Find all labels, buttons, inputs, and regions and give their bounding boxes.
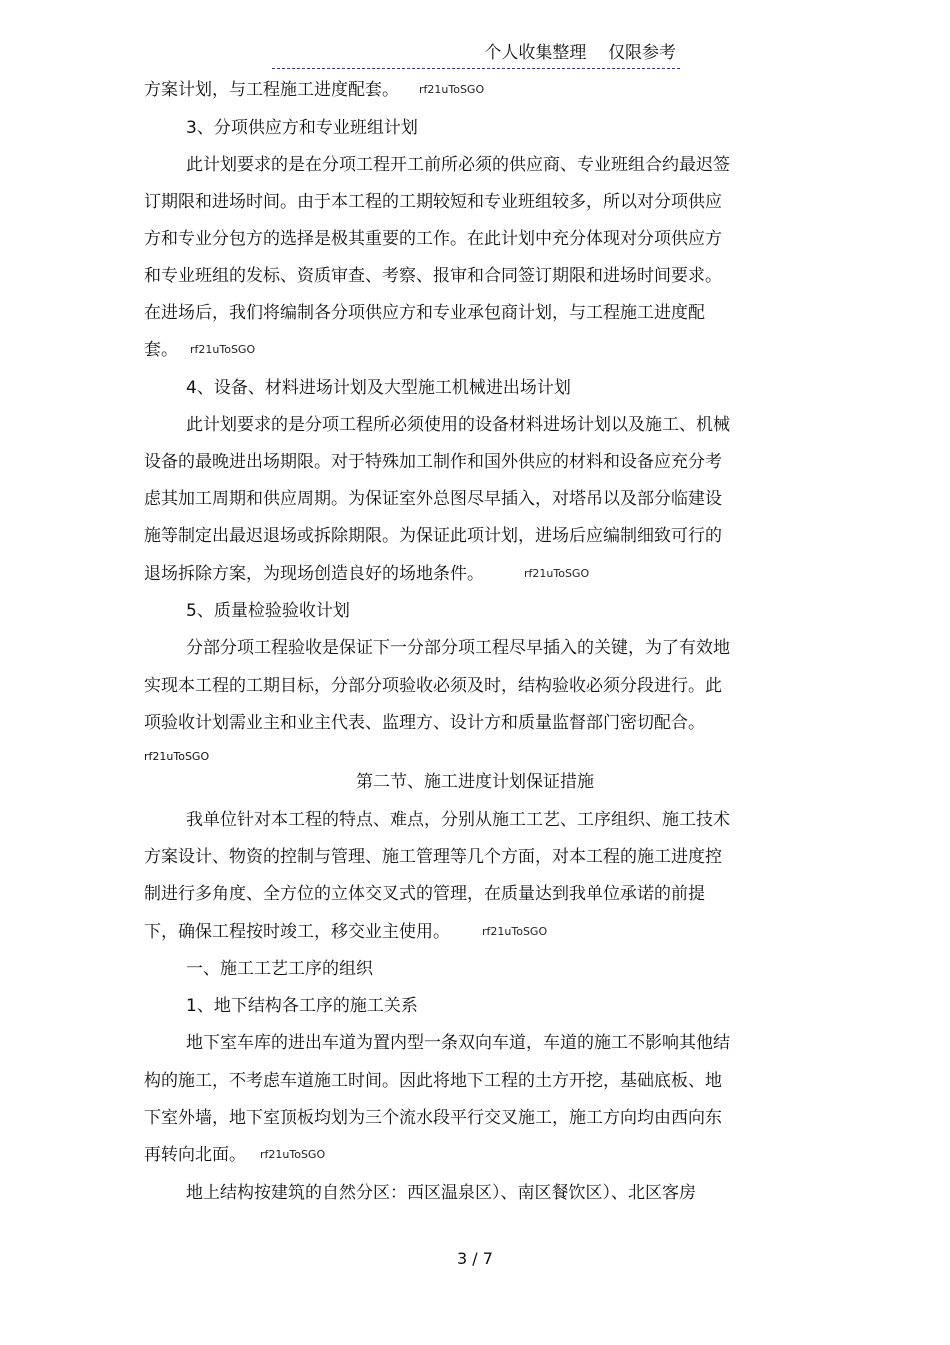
paragraph-line: 在进场后，我们将编制各分项供应方和专业承包商计划，与工程施工进度配 xyxy=(144,303,705,323)
paragraph-line: 再转向北面。 rf21uToSGO xyxy=(144,1145,326,1165)
paragraph-line: 制进行多角度、全方位的立体交叉式的管理，在质量达到我单位承诺的前提 xyxy=(144,884,705,904)
paragraph-line: 地下室车库的进出车道为置内型一条双向车道，车道的施工不影响其他结 xyxy=(186,1033,730,1053)
paragraph-line: 订期限和进场时间。由于本工程的工期较短和专业班组较多，所以对分项供应 xyxy=(144,192,722,212)
header-text: 个人收集整理 仅限参考 xyxy=(484,43,676,63)
paragraph-line: 此计划要求的是分项工程所必须使用的设备材料进场计划以及施工、机械 xyxy=(186,415,730,435)
doc-tag: rf21uToSGO xyxy=(260,1148,326,1161)
paragraph-line: 下室外墙，地下室顶板均划为三个流水段平行交叉施工，施工方向均由西向东 xyxy=(144,1108,722,1128)
paragraph-line: 套。 rf21uToSGO xyxy=(144,340,256,360)
paragraph-line: 退场拆除方案，为现场创造良好的场地条件。 rf21uToSGO xyxy=(144,564,590,584)
paragraph-line: 分部分项工程验收是保证下一分部分项工程尽早插入的关键，为了有效地 xyxy=(186,638,730,658)
subsection-heading: 1、地下结构各工序的施工关系 xyxy=(186,996,418,1016)
paragraph-line: 虑其加工周期和供应周期。为保证室外总图尽早插入，对塔吊以及部分临建设 xyxy=(144,489,722,509)
paragraph-line: 构的施工，不考虑车道施工时间。因此将地下工程的土方开挖，基础底板、地 xyxy=(144,1071,722,1091)
paragraph-line: 方案设计、物资的控制与管理、施工管理等几个方面，对本工程的施工进度控 xyxy=(144,847,722,867)
paragraph-line: 和专业班组的发标、资质审查、考察、报审和合同签订期限和进场时间要求。 xyxy=(144,266,722,286)
doc-tag: rf21uToSGO xyxy=(419,83,485,96)
section-heading-4: 4、设备、材料进场计划及大型施工机械进出场计划 xyxy=(186,378,571,398)
paragraph-line: 方和专业分包方的选择是极其重要的工作。在此计划中充分体现对分项供应方 xyxy=(144,229,722,249)
page-header xyxy=(272,42,680,69)
paragraph-line: 我单位针对本工程的特点、难点，分别从施工工艺、工序组织、施工技术 xyxy=(186,810,730,830)
paragraph-line: 设备的最晚进出场期限。对于特殊加工制作和国外供应的材料和设备应充分考 xyxy=(144,452,722,472)
section-heading-5: 5、质量检验验收计划 xyxy=(186,601,350,621)
section-heading-1: 一、施工工艺工序的组织 xyxy=(186,959,373,979)
doc-tag: rf21uToSGO xyxy=(482,925,548,938)
paragraph-line: 此计划要求的是在分项工程开工前所必须的供应商、专业班组合约最迟签 xyxy=(186,155,730,175)
doc-tag: rf21uToSGO xyxy=(524,567,590,580)
section-heading-3: 3、分项供应方和专业班组计划 xyxy=(186,118,418,138)
paragraph-line: 下，确保工程按时竣工，移交业主使用。 rf21uToSGO xyxy=(144,922,548,942)
paragraph-line: 方案计划，与工程施工进度配套。 rf21uToSGO xyxy=(144,80,485,100)
page-number: 3 / 7 xyxy=(457,1249,493,1268)
paragraph-line: 实现本工程的工期目标，分部分项验收必须及时，结构验收必须分段进行。此 xyxy=(144,676,722,696)
paragraph-line: 施等制定出最迟退场或拆除期限。为保证此项计划，进场后应编制细致可行的 xyxy=(144,526,722,546)
doc-tag: rf21uToSGO xyxy=(190,343,256,356)
doc-tag: rf21uToSGO xyxy=(144,750,210,763)
paragraph-line: 地上结构按建筑的自然分区：西区温泉区）、南区餐饮区）、北区客房 xyxy=(186,1183,696,1203)
section-title: 第二节、施工进度计划保证措施 xyxy=(356,772,594,792)
paragraph-line: 项验收计划需业主和业主代表、监理方、设计方和质量监督部门密切配合。 xyxy=(144,713,705,733)
